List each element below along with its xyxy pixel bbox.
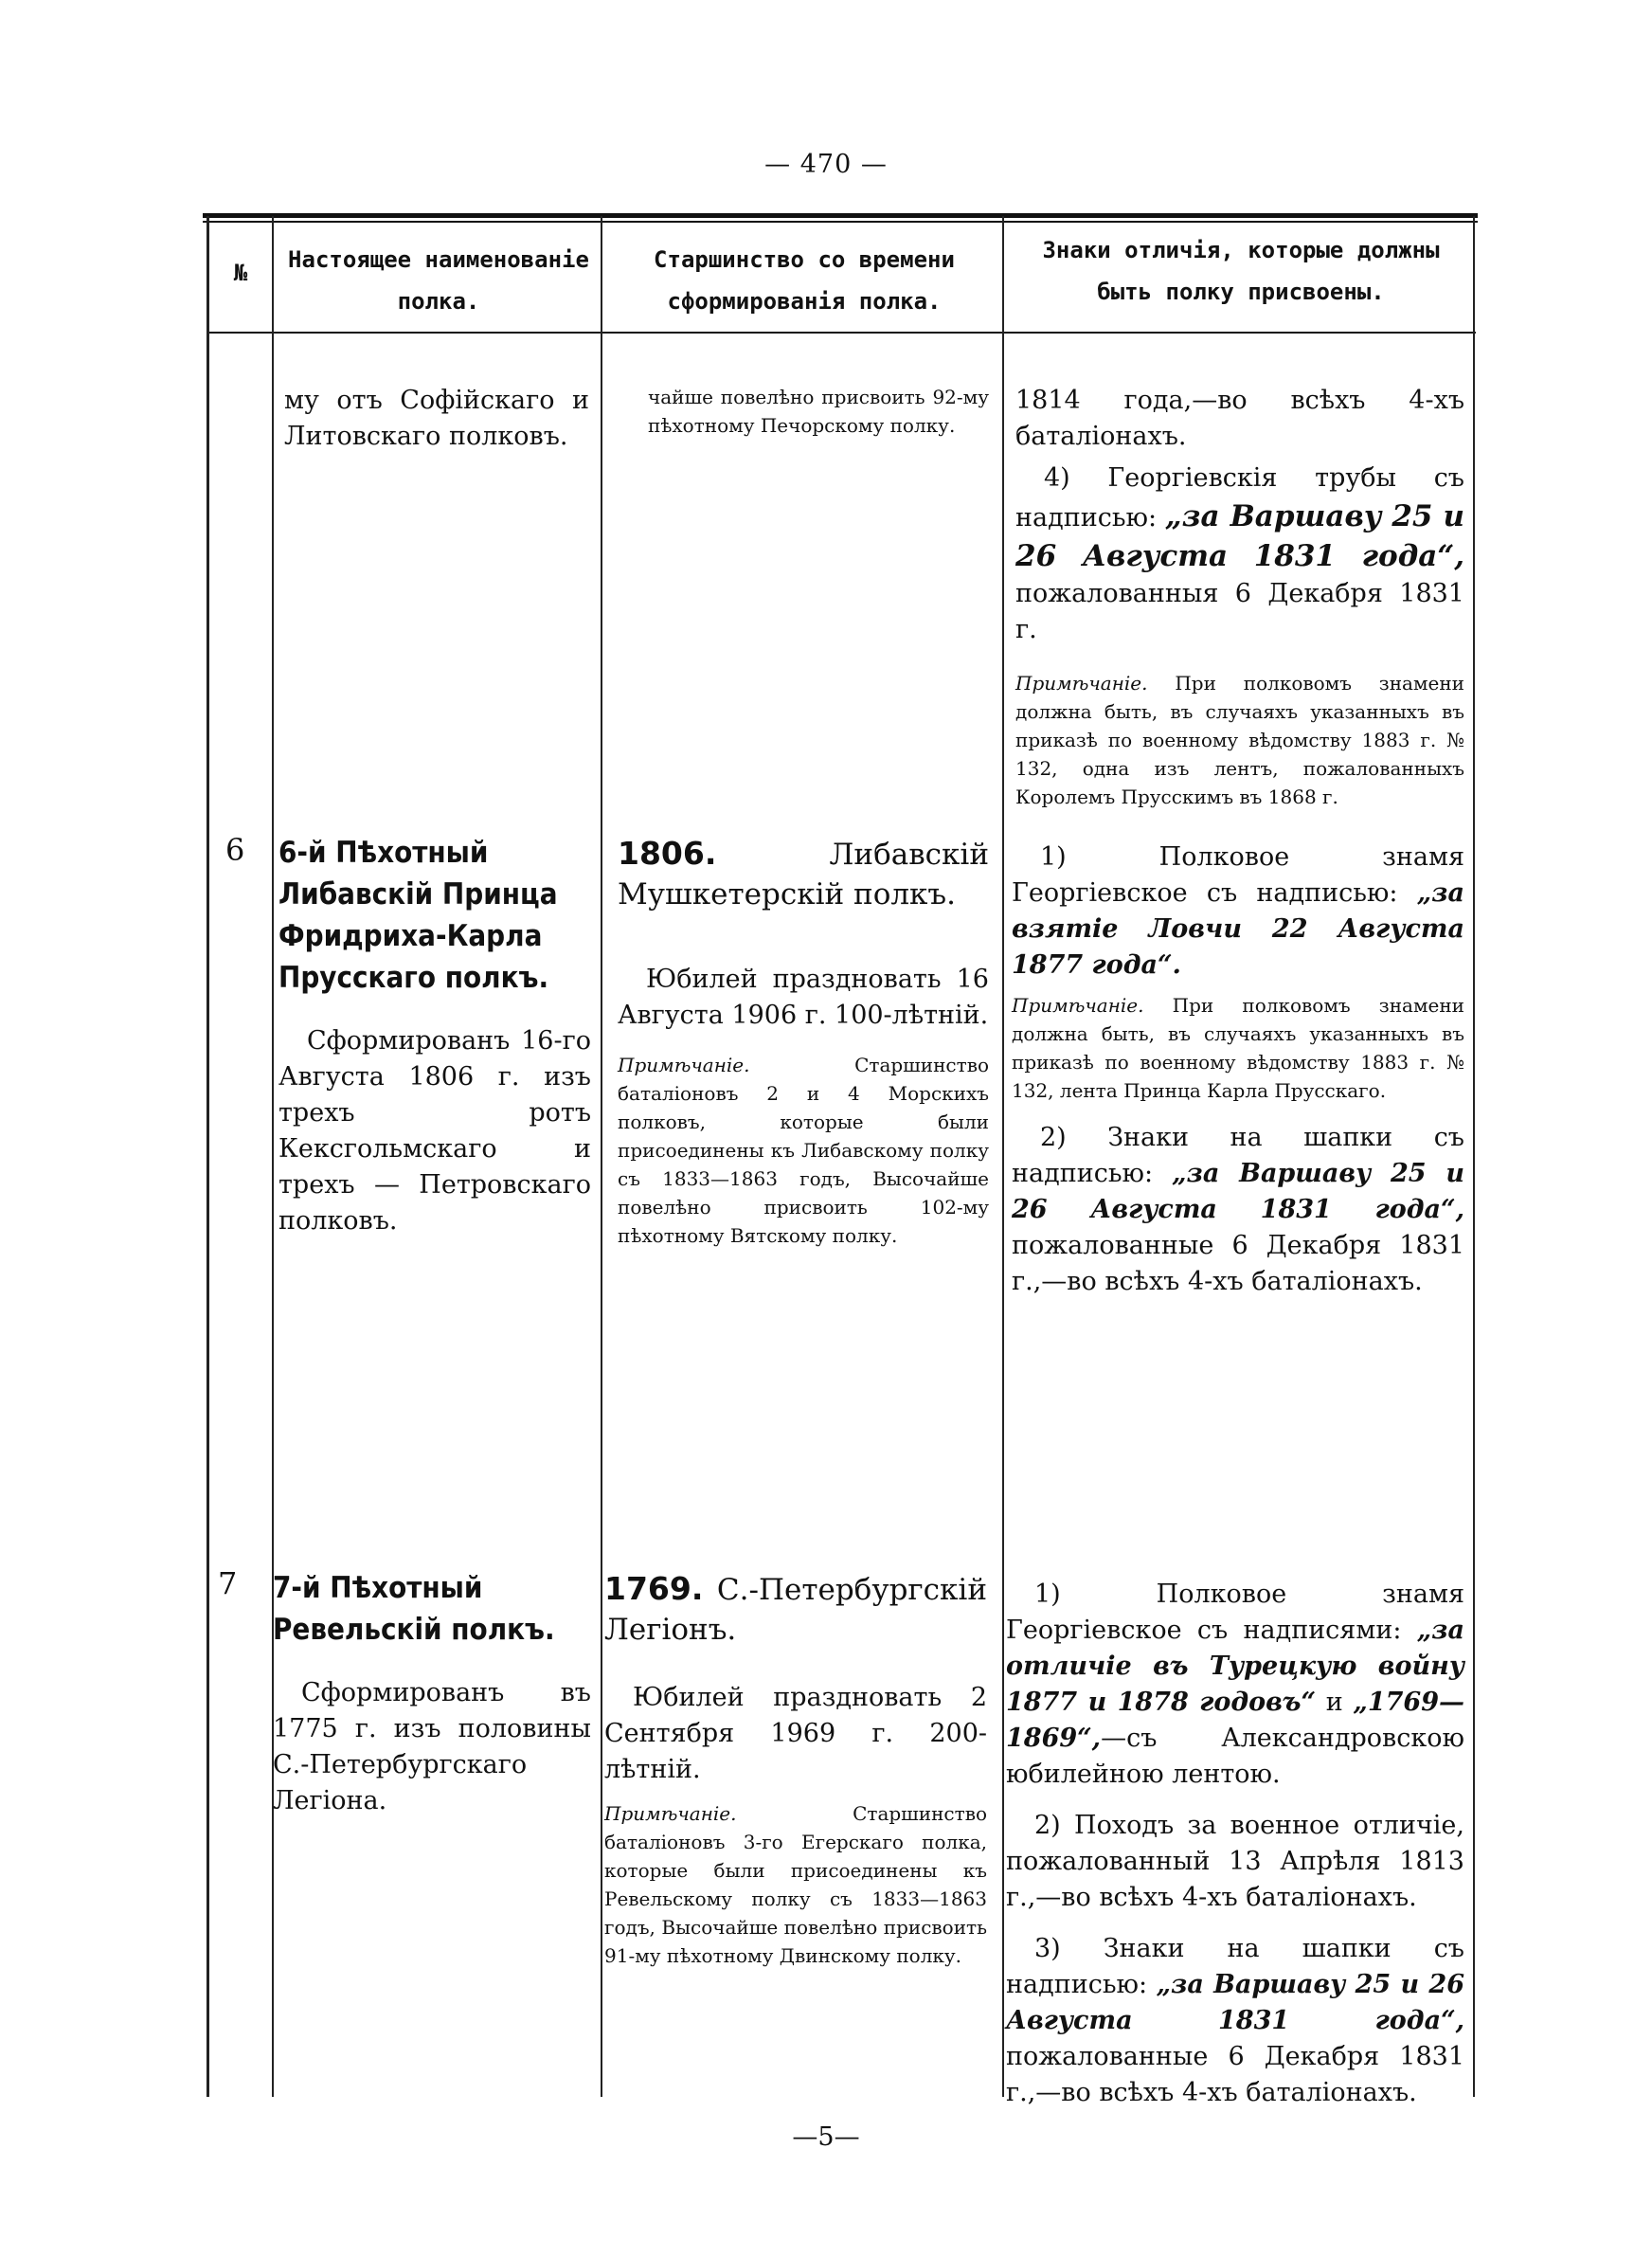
note-text: При полковомъ знамени должна быть, въ случаяхъ указанныхъ въ приказѣ по военному вѣдомству 1883 г. № 132, лента Принца Карла Прусскаго.: [1012, 994, 1464, 1102]
regiment-formed: Сформированъ 16-го Августа 1806 г. изъ трехъ ротъ Кексгольмскаго и трехъ — Петровскаго полковъ.: [278, 1026, 591, 1236]
mark-1: [1012, 840, 1464, 984]
marks-text: 1) Полковое знамя Георгіевское съ надписью:: [1012, 842, 1464, 908]
seniority-jubilee: Юбилей праздновать 16 Августа 1906 г. 100-лѣтній.: [618, 965, 989, 1030]
inscription: „за взятіе Ловчи 22 Августа 1877 года“.: [1012, 878, 1464, 980]
mark-2: [1012, 1120, 1464, 1300]
marks-text: 2) Знаки на шапки съ надписью:: [1012, 1123, 1464, 1188]
marks-text: пожалованные 6 Декабря 1831 г.,—во всѣхъ 4-хъ баталіонахъ.: [1006, 2042, 1464, 2107]
table-left-border: [206, 216, 209, 2097]
header-bottom-rule: [206, 332, 1476, 334]
marks-text: пожалованные 6 Декабря 1831 г.,—во всѣхъ 4-хъ баталіонахъ.: [1012, 1231, 1464, 1296]
marks-text: —съ Александровскою юбилейною лентою.: [1006, 1724, 1464, 1789]
column-divider-2: [601, 216, 602, 2097]
regiment-7-name: [273, 1567, 591, 1819]
marks-text: 4) Георгіевскія трубы съ надписью:: [1015, 463, 1464, 533]
continuation-marks-2: [1015, 460, 1464, 648]
seniority-note: [618, 1051, 989, 1250]
marks-text: 3) Знаки на шапки съ надписью:: [1006, 1934, 1464, 1999]
header-num: №: [233, 260, 248, 286]
marks-text: 1) Полковое знамя Георгіевское съ надписями:: [1006, 1580, 1464, 1645]
seniority-jubilee: Юбилей праздновать 2 Сентября 1969 г. 200-лѣтній.: [604, 1683, 987, 1784]
seniority-origin: [618, 834, 989, 914]
inscription: „за Варшаву 25 и 26 Августа 1831 года“,: [1015, 499, 1465, 573]
signature-mark: —5—: [792, 2122, 860, 2152]
seniority-origin-text: Либавскій Мушкетерскій полкъ.: [618, 838, 989, 912]
continuation-seniority: чайше повелѣно присвоить 92-му пѣхотному Печорскому полку.: [648, 386, 989, 437]
header-seniority: Старшинство со времени сформированія полка.: [654, 246, 955, 315]
seniority-origin: [604, 1569, 987, 1650]
regiment-title: 6-й Пѣхотный Либавскій Принца Фридриха-Карла Прусскаго полкъ.: [278, 836, 558, 995]
regiment-7-seniority: [604, 1569, 987, 1970]
seniority-year: 1806.: [618, 835, 717, 872]
regiment-6-marks: [1012, 840, 1464, 1300]
regiment-formed: Сформированъ въ 1775 г. изъ половины С.-Петербургскаго Легіона.: [273, 1678, 591, 1815]
continuation-marks: [1015, 383, 1464, 811]
mark-3: [1006, 1931, 1464, 2111]
seniority-year: 1769.: [604, 1570, 704, 1607]
note-label: Примѣчаніе.: [618, 1054, 750, 1076]
regiment-7-marks: [1006, 1577, 1464, 2111]
inscription: „за Варшаву 25 и 26 Августа 1831 года“,: [1012, 1159, 1464, 1224]
column-divider-3: [1002, 216, 1004, 2097]
table-right-border: [1473, 216, 1475, 2097]
continuation-note: [1015, 669, 1464, 811]
note-label: Примѣчаніе.: [1012, 994, 1144, 1017]
row-number: 6: [225, 832, 245, 868]
continuation-name: му отъ Софійскаго и Литовскаго полковъ.: [284, 386, 589, 451]
inscription: „за отличіе въ Турецкую войну 1877 и 1878 годовъ“: [1006, 1616, 1464, 1717]
inscription: „за Варшаву 25 и 26 Августа 1831 года“,: [1006, 1970, 1464, 2035]
regiment-title: 7-й Пѣхотный Ревельскій полкъ.: [273, 1571, 555, 1647]
marks-text: и: [1316, 1688, 1354, 1717]
mark-1: [1006, 1577, 1464, 1793]
inscription: „1769—1869“,: [1006, 1688, 1464, 1753]
mark-2: 2) Походъ за военное отличіе, пожалованный 13 Апрѣля 1813 г.,—во всѣхъ 4-хъ баталіонахъ.: [1006, 1811, 1464, 1912]
note-text: Старшинство баталіоновъ 3-го Егерскаго полка, которые были присоединены къ Ревельскому полку съ 1833—1863 годъ, Высочайше повелѣно присвоить 91-му пѣхотному Двинскому полку.: [604, 1802, 987, 1967]
marks-text: пожалованныя 6 Декабря 1831 г.: [1015, 579, 1464, 644]
note-label: Примѣчаніе.: [604, 1802, 737, 1825]
continuation-marks-1: 1814 года,—во всѣхъ 4-хъ баталіонахъ.: [1015, 386, 1464, 451]
header-name: Настоящее наименованіе полка.: [288, 246, 589, 315]
note-label: Примѣчаніе.: [1015, 672, 1148, 695]
note-text: Старшинство баталіоновъ 2 и 4 Морскихъ полковъ, которые были присоединены къ Либавскому полку съ 1833—1863 годъ, Высочайше повелѣно присвоить 102-му пѣхотному Вятскому полку.: [618, 1054, 989, 1247]
note-text: При полковомъ знамени должна быть, въ случаяхъ указанныхъ въ приказѣ по военному вѣдомству 1883 г. № 132, одна изъ лентъ, пожалованныхъ Королемъ Прусскимъ въ 1868 г.: [1015, 672, 1464, 808]
marks-note: [1012, 991, 1464, 1105]
row-number: 7: [218, 1565, 238, 1601]
seniority-note: [604, 1799, 987, 1970]
seniority-origin-text: С.-Петербургскій Легіонъ.: [604, 1573, 987, 1647]
regiment-6-name: [278, 832, 591, 1239]
page-number: — 470 —: [764, 150, 888, 179]
regiment-6-seniority: [618, 834, 989, 1250]
table-top-rule: [203, 213, 1478, 218]
header-marks: Знаки отличія, которые должны быть полку присвоены.: [1042, 237, 1440, 305]
table-top-rule-thin: [203, 221, 1478, 223]
